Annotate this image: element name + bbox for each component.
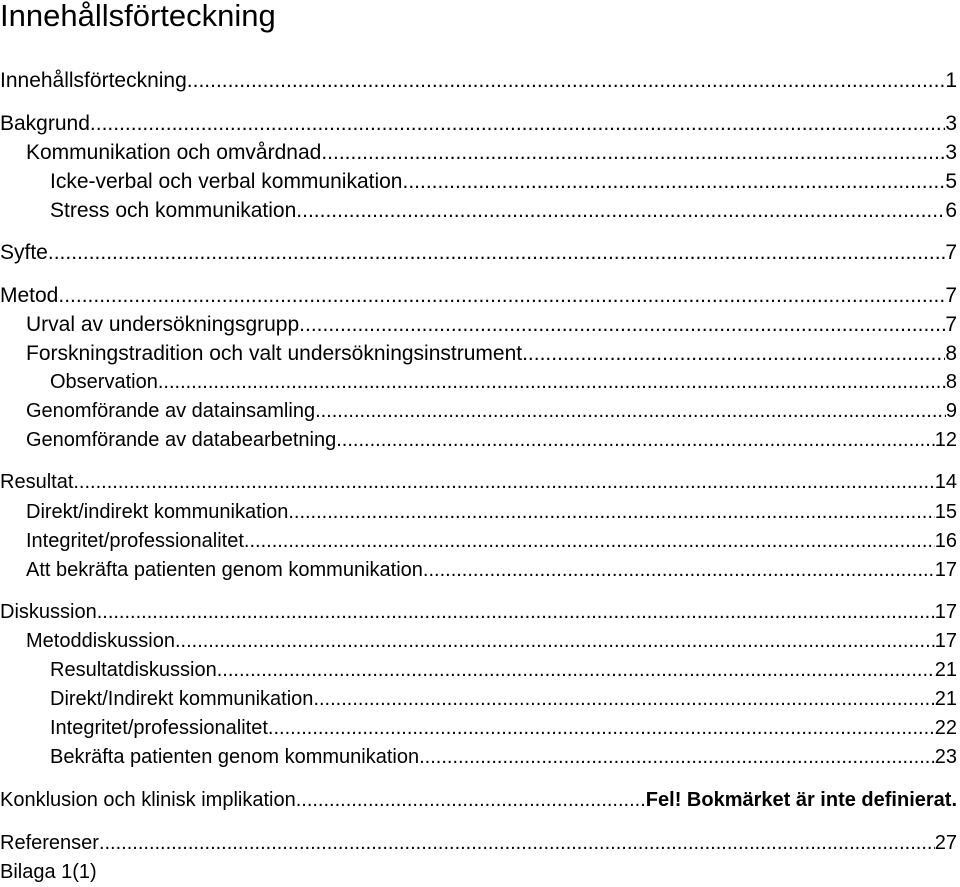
toc-entry-label: Metoddiskussion — [26, 630, 175, 652]
toc-entry-page: 8 — [945, 342, 957, 365]
toc-entry-label: Integritet/professionalitet — [50, 717, 268, 739]
toc-leader — [268, 718, 935, 738]
toc-leader — [299, 314, 945, 335]
toc-entry-label: Att bekräfta patienten genom kommunikation — [26, 559, 423, 581]
toc-entry-label: Urval av undersökningsgrupp — [26, 313, 300, 336]
toc-entry-page: 3 — [945, 112, 957, 135]
toc-leader — [403, 171, 946, 192]
toc-entry-label: Icke-verbal och verbal kommunikation — [50, 170, 403, 193]
toc-leader — [187, 70, 946, 91]
toc-entry[interactable] — [50, 747, 957, 767]
toc-leader — [73, 472, 934, 492]
toc-entry[interactable] — [0, 833, 957, 853]
toc-entry-label: Bakgrund — [0, 112, 90, 135]
toc-entry[interactable] — [50, 200, 957, 221]
toc-entry-label: Direkt/Indirekt kommunikation — [50, 688, 314, 710]
toc-entry-page: 5 — [945, 170, 957, 193]
toc-entry-label: Innehållsförteckning — [0, 69, 187, 92]
toc-entry-label: Bekräfta patienten genom kommunikation — [50, 746, 420, 768]
toc-entry-label: Kommunikation och omvårdnad — [26, 141, 322, 164]
toc-entry[interactable] — [50, 171, 957, 192]
toc-entry[interactable] — [26, 560, 957, 580]
toc-entry-label: Genomförande av datainsamling — [26, 400, 316, 422]
toc-entry[interactable] — [0, 285, 957, 306]
page-title: Innehållsförteckning — [0, 0, 276, 33]
toc-leader — [315, 401, 946, 421]
toc-entry-page: 17 — [934, 559, 957, 581]
toc-leader — [244, 531, 935, 551]
toc-entry[interactable] — [26, 314, 957, 335]
toc-entry[interactable] — [50, 718, 957, 738]
toc-entry[interactable] — [26, 430, 957, 450]
toc-leader — [90, 113, 945, 134]
toc-leader — [313, 689, 934, 709]
toc-leader — [423, 560, 935, 580]
toc-entry[interactable] — [50, 372, 957, 392]
toc-entry-label: Genomförande av databearbetning — [26, 429, 337, 451]
toc-entry[interactable] — [0, 472, 957, 492]
toc-entry-label: Referenser — [0, 832, 99, 854]
toc-entry[interactable] — [26, 631, 957, 651]
toc-entry-page: 3 — [945, 141, 957, 164]
toc-entry-page: 21 — [934, 688, 957, 710]
toc-entry-page: 9 — [945, 400, 957, 422]
toc-entry[interactable] — [0, 70, 957, 91]
toc-leader — [99, 833, 935, 853]
toc-entry-page: 27 — [934, 832, 957, 854]
toc-leader — [58, 285, 945, 306]
toc-entry-label: Integritet/professionalitet — [26, 530, 244, 552]
toc-entry-page: 17 — [934, 630, 957, 652]
toc-entry-label: Stress och kommunikation — [50, 199, 297, 222]
toc-entry[interactable] — [26, 502, 957, 522]
toc-entry[interactable] — [50, 660, 957, 680]
toc-entry[interactable] — [26, 531, 957, 551]
toc-entry-label: Resultatdiskussion — [50, 659, 217, 681]
toc-leader — [48, 242, 945, 263]
toc-entry-label: Metod — [0, 284, 59, 307]
toc-entry-label: Konklusion och klinisk implikation — [0, 789, 296, 811]
toc-entry-page: 14 — [934, 471, 957, 493]
toc-entry-label: Diskussion — [0, 601, 97, 623]
toc-entry-page: 8 — [945, 371, 957, 393]
toc-leader — [336, 430, 935, 450]
toc-entry-page: 1 — [945, 69, 957, 92]
toc-entry-label: Syfte — [0, 241, 48, 264]
toc-leader — [288, 502, 934, 522]
toc-entry-label: Observation — [50, 371, 158, 393]
toc-entry[interactable] — [50, 689, 957, 709]
toc-leader — [158, 372, 946, 392]
toc-entry-page: 7 — [945, 284, 957, 307]
toc-entry-label: Resultat — [0, 471, 74, 493]
toc-leader — [419, 747, 935, 767]
toc-entry[interactable] — [26, 401, 957, 421]
toc-entry[interactable] — [26, 343, 957, 364]
toc-entry[interactable] — [26, 142, 957, 163]
toc-entry[interactable] — [0, 790, 957, 810]
appendix-label: Bilaga 1(1) — [0, 861, 97, 883]
toc-entry-page: 6 — [945, 199, 957, 222]
toc-leader — [217, 660, 935, 680]
toc-entry[interactable] — [0, 113, 957, 134]
toc-entry-page: 21 — [934, 659, 957, 681]
toc-entry[interactable] — [0, 242, 957, 263]
toc-leader — [522, 343, 945, 364]
toc-leader — [175, 631, 935, 651]
toc-entry-label: Forskningstradition och valt undersökningsinstrument — [26, 342, 523, 365]
toc-entry-label: Direkt/indirekt kommunikation — [26, 501, 289, 523]
toc-entry-page: 23 — [934, 746, 957, 768]
toc-entry-page: 7 — [945, 313, 957, 336]
toc-entry[interactable] — [0, 602, 957, 622]
toc-entry-page: 12 — [934, 429, 957, 451]
toc-leader — [97, 602, 935, 622]
toc-entry-page: 15 — [934, 501, 957, 523]
toc-entry-page: 16 — [934, 530, 957, 552]
toc-entry-page: 17 — [934, 601, 957, 623]
toc-entry-page: 22 — [934, 717, 957, 739]
toc-entry-page: 7 — [945, 241, 957, 264]
toc-leader — [296, 790, 646, 810]
bookmark-error-text: Fel! Bokmärket är inte definierat. — [645, 789, 957, 811]
toc-leader — [296, 200, 945, 221]
toc-leader — [321, 142, 945, 163]
